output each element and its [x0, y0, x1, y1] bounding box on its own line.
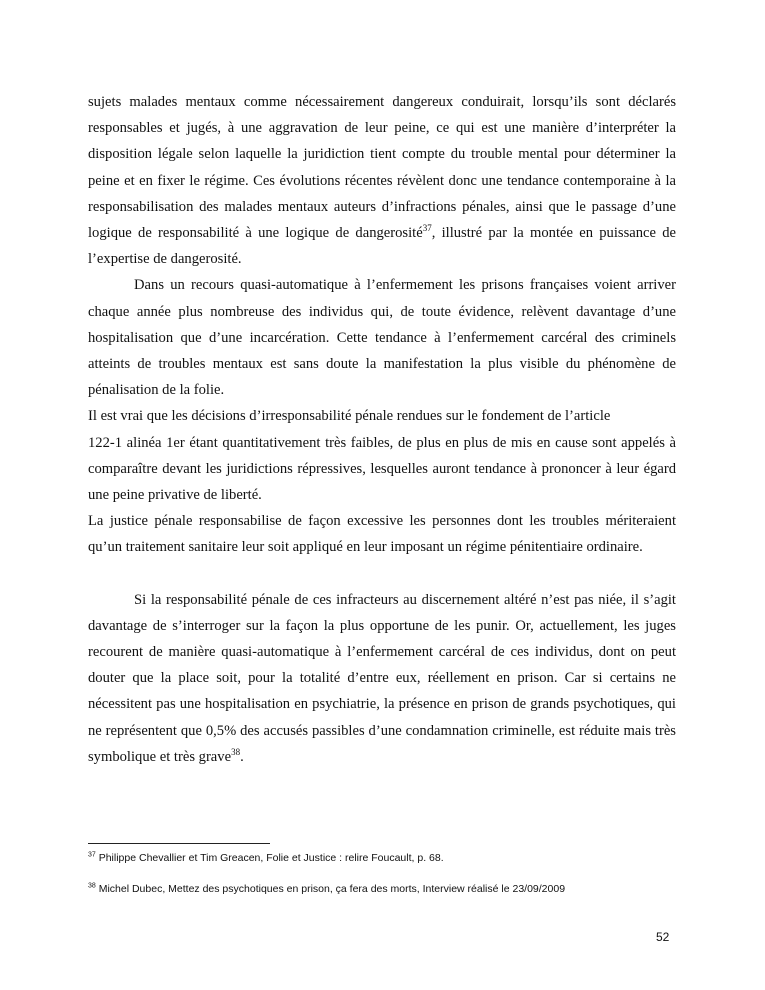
paragraph-1-text-b: , illustré par la montée en puissance de l’expertise de dangerosité. — [88, 225, 677, 268]
paragraph-2: Dans un recours quasi-automatique à l’enfermement les prisons françaises voient arriver chaque année plus nombreuse des individus qui, de toute évidence, relèvent davantage d’une hospitalisation que d’une incarcération. Cette tendance à l’enfermement carcéral des criminels atteints de troubles mentaux est sans doute la manifestation la plus visible du phénomène de pénalisation de la folie. — [88, 277, 676, 399]
paragraph-5-text-a: Si la responsabilité pénale de ces infracteurs au discernement altéré n’est pas niée, il s’agit davantage de s’interroger sur la façon la plus opportune de les punir. Or, actuellement, les juges recourent de manière quasi-automatique à l’enfermement carcéral de ces individus, dont on peut douter que la place soit, pour la totalité d’entre eux, réellement en prison. Car si certains ne nécessitent pas une hospitalisation en psychiatrie, la présence en prison de grands psychotiques, qui ne représentent que 0,5% des accusés passibles d’une condamnation criminelle, est réduite mais très symbolique et très grave — [88, 591, 676, 765]
footnote-ref-38: 38 — [231, 747, 241, 758]
footnote-number: 37 — [88, 851, 96, 859]
paragraph-4: La justice pénale responsabilise de façon excessive les personnes dont les troubles mériteraient qu’un traitement sanitaire leur soit appliqué en leur imposant un régime pénitentiaire ordinaire. — [88, 513, 676, 556]
footnote-number: 38 — [88, 882, 96, 890]
footnote-text: Philippe Chevallier et Tim Greacen, Folie et Justice : relire Foucault, p. 68. — [98, 852, 444, 864]
paragraph-5 — [88, 587, 676, 770]
body-text — [88, 89, 676, 770]
paragraph-1 — [88, 89, 676, 272]
paragraph-3-line-1: Il est vrai que les décisions d’irresponsabilité pénale rendues sur le fondement de l’article — [88, 408, 611, 425]
paragraph-3-rest: 122-1 alinéa 1er étant quantitativement très faibles, de plus en plus de mis en cause sont appelés à comparaître devant les juridictions répressives, lesquelles auront tendance à prononcer à leur égard une peine privative de liberté. — [88, 434, 676, 504]
paragraph-spacer — [88, 561, 676, 587]
footnote-separator — [88, 843, 270, 844]
paragraph-5-text-b: . — [240, 748, 244, 765]
footnote-37 — [88, 852, 688, 864]
paragraph-1-text-a: sujets malades mentaux comme nécessairement dangereux conduirait, lorsqu’ils sont déclarés responsables et jugés, à une aggravation de leur peine, ce qui est une manière d’interpréter la disposition légale selon laquelle la juridiction tient compte du trouble mental pour déterminer la peine et en fixer le régime. Ces évolutions récentes révèlent donc une tendance contemporaine à la responsabilisation des malades mentaux auteurs d’infractions pénales, ainsi que le passage d’une logique de responsabilité à une logique de dangerosité — [88, 94, 676, 242]
footnote-ref-37: 37 — [422, 223, 432, 234]
footnote-38 — [88, 883, 688, 895]
footnote-text: Michel Dubec, Mettez des psychotiques en prison, ça fera des morts, Interview réalisé le 23/09/2009 — [98, 883, 566, 895]
page-number: 52 — [656, 930, 670, 944]
